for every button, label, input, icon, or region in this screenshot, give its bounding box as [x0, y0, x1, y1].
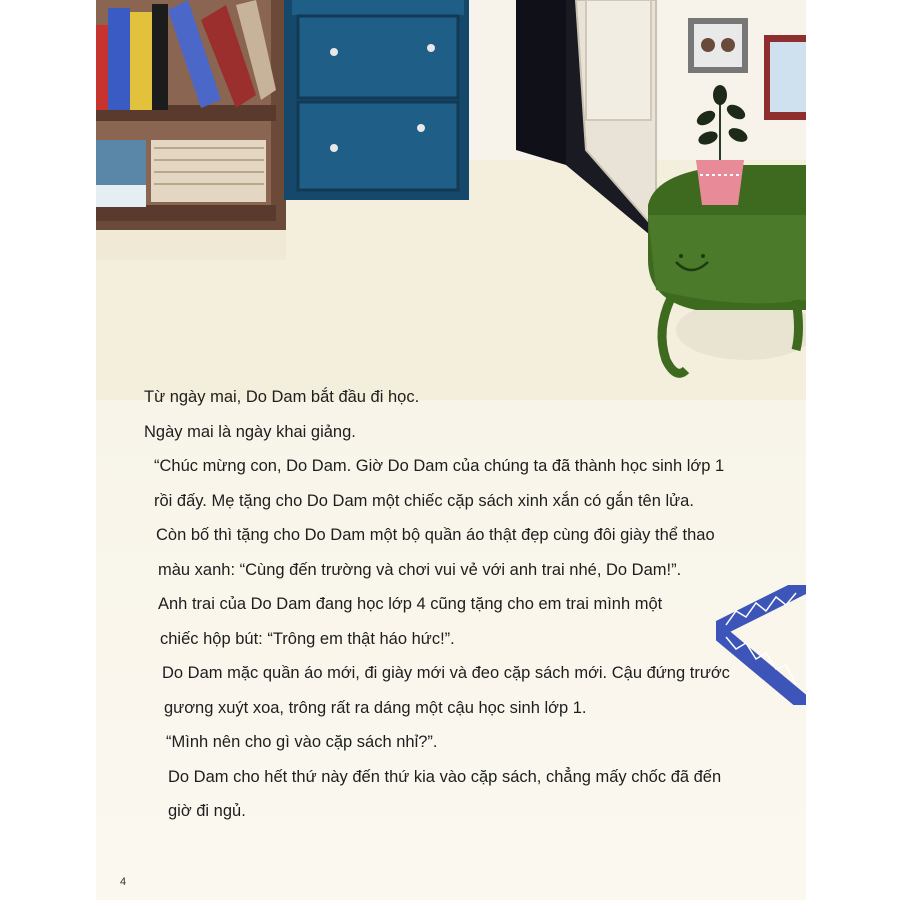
story-line: Do Dam mặc quần áo mới, đi giày mới và đeo cặp sách mới. Cậu đứng trước — [162, 664, 730, 682]
bookshelf — [96, 0, 286, 230]
story-line: “Chúc mừng con, Do Dam. Giờ Do Dam của chúng ta đã thành học sinh lớp 1 — [154, 457, 725, 475]
story-text — [144, 380, 784, 829]
story-line: “Mình nên cho gì vào cặp sách nhỉ?”. — [166, 733, 438, 751]
story-line: Từ ngày mai, Do Dam bắt đầu đi học. — [144, 388, 420, 406]
room-illustration — [96, 0, 806, 400]
story-line: màu xanh: “Cùng đến trường và chơi vui vẻ với anh trai nhé, Do Dam!”. — [158, 560, 682, 579]
story-line: Ngày mai là ngày khai giảng. — [144, 422, 356, 441]
story-line: Do Dam cho hết thứ này đến thứ kia vào cặp sách, chẳng mấy chốc đã đến — [168, 767, 722, 786]
story-line: gương xuýt xoa, trông rất ra dáng một cậu học sinh lớp 1. — [164, 698, 587, 717]
story-line: rồi đấy. Mẹ tặng cho Do Dam một chiếc cặp sách xinh xắn có gắn tên lửa. — [154, 491, 694, 510]
book-page — [96, 0, 806, 900]
story-line: Anh trai của Do Dam đang học lớp 4 cũng tặng cho em trai mình một — [158, 595, 663, 613]
story-line: giờ đi ngủ. — [168, 802, 246, 820]
page-number: 4 — [120, 876, 127, 888]
zigzag-decoration — [716, 585, 806, 705]
story-line: Còn bố thì tặng cho Do Dam một bộ quần áo thật đẹp cùng đôi giày thể thao — [156, 526, 715, 544]
drawer-cabinet — [284, 0, 469, 200]
story-line: chiếc hộp bút: “Trông em thật háo hức!”. — [160, 629, 455, 648]
